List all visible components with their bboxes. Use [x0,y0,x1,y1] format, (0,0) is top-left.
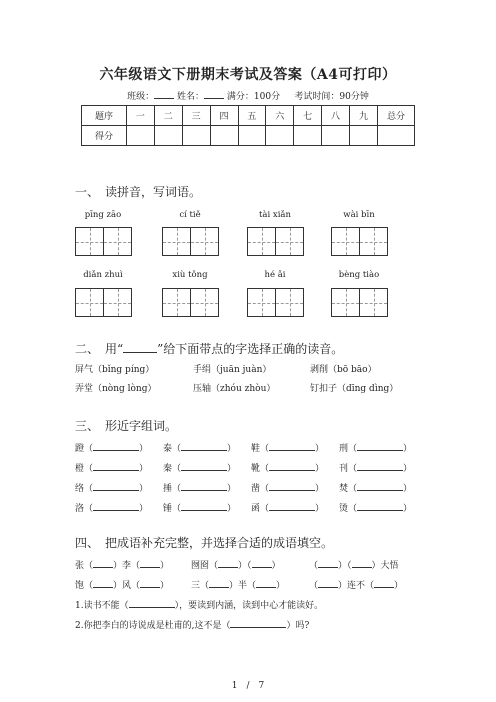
row-label: 得分 [82,126,127,146]
char-item[interactable]: 烫（ ） [339,501,412,514]
page-title: 六年级语文下册期末考试及答案（A4可打印） [99,67,397,83]
answer-blank[interactable] [230,618,286,628]
char-item[interactable]: 刑（ ） [339,441,412,454]
char-item[interactable]: 秦（ ） [163,461,236,474]
tian-grid[interactable] [331,288,388,317]
name-label: 姓名： [177,92,205,102]
idiom-item[interactable]: （ ）（ ）大悟 [309,558,399,571]
score-cell[interactable] [127,126,155,146]
header-cell: 三 [182,106,210,126]
char-item[interactable]: 靴（ ） [251,461,324,474]
score-cell[interactable] [154,126,182,146]
idiom-question-2[interactable] [75,618,309,631]
pinyin-label: bèng tiào [338,270,380,280]
char-item[interactable]: 橙（ ） [75,461,148,474]
pinyin-label: tài xiǎn [259,210,291,220]
pinyin-label: xiù tǒng [172,270,208,280]
tian-grid[interactable] [247,288,304,317]
answer-blank[interactable] [129,598,175,608]
tian-grid[interactable] [331,227,388,256]
idiom-item[interactable]: 三（ ）半（ ） [191,578,285,591]
reading-option[interactable]: 钉扣子（dīng dìng） [310,384,399,394]
section4-title: 四、 把成语补充完整，并选择合适的成语填空。 [75,536,334,550]
section3-title: 三、 形近字组词。 [75,419,178,433]
score-cell[interactable] [266,126,294,146]
score-cell[interactable] [238,126,266,146]
tian-grid[interactable] [162,288,219,317]
idiom-lines [75,558,415,598]
reading-option[interactable]: 压轴（zhóu zhòu） [193,384,276,394]
exam-time: 考试时间：90分钟 [294,92,369,102]
score-cell[interactable] [322,126,350,146]
idiom-item[interactable]: 囫囵（ ）（ ） [191,558,281,571]
class-label: 班级： [127,92,155,102]
header-cell: 五 [238,106,266,126]
tian-grid[interactable] [75,288,132,317]
header-cell: 题序 [82,106,127,126]
exam-info [0,89,496,102]
similar-char-grid [75,441,415,531]
char-item[interactable]: 凿（ ） [251,481,324,494]
score-table [81,105,415,146]
class-blank[interactable] [154,89,174,99]
header-cell: 二 [154,106,182,126]
pinyin-label: diǎn zhuì [83,270,123,280]
char-item[interactable]: 刊（ ） [339,461,412,474]
header-cell: 四 [210,106,238,126]
question-text: 2.你把李白的诗说成是杜甫的,这不是（ [75,621,231,631]
header-cell: 总分 [378,106,415,126]
score-cell[interactable] [378,126,415,146]
full-score: 满分：100分 [226,92,281,102]
underline-sample [123,343,157,353]
char-item[interactable]: 洛（ ） [75,501,148,514]
header-cell: 七 [294,106,322,126]
idiom-item[interactable]: （ ）连不（ ） [309,578,403,591]
header-cell: 一 [127,106,155,126]
score-cell[interactable] [182,126,210,146]
header-cell: 九 [350,106,378,126]
score-cell[interactable] [294,126,322,146]
score-cell[interactable] [350,126,378,146]
page-number: 1 / 7 [231,681,265,691]
pinyin-label: cí tiě [179,210,201,220]
char-item[interactable]: 蹬（ ） [75,441,148,454]
pinyin-label: pīng zāo [84,210,122,220]
char-item[interactable]: 函（ ） [251,501,324,514]
char-item[interactable]: 络（ ） [75,481,148,494]
section1-title: 一、 读拼音，写词语。 [75,185,202,199]
question-text: ），要读到内涵，读到中心才能读好。 [174,601,324,611]
reading-option[interactable]: 弄堂（nòng lòng） [75,384,157,394]
score-cell[interactable] [210,126,238,146]
idiom-question-1[interactable] [75,598,323,611]
tian-grid[interactable] [162,227,219,256]
idiom-item[interactable]: 张（ ）李（ ） [75,558,169,571]
header-cell: 六 [266,106,294,126]
section2-title-prefix: 二、 用“ [75,342,124,356]
pinyin-label: hé ǎi [264,270,286,280]
section2-title-suffix: ”给下面带点的字选择正确的读音。 [157,342,344,356]
section2-title [75,340,343,357]
tian-grid[interactable] [247,227,304,256]
char-item[interactable]: 焚（ ） [339,481,412,494]
tian-grid[interactable] [75,227,132,256]
char-item[interactable]: 捶（ ） [163,481,236,494]
question-text: ）吗? [286,621,310,631]
header-cell: 八 [322,106,350,126]
reading-option[interactable]: 屏气（bǐng píng） [75,365,155,375]
char-item[interactable]: 鞋（ ） [251,441,324,454]
char-item[interactable]: 泰（ ） [163,441,236,454]
char-item[interactable]: 锤（ ） [163,501,236,514]
score-table-header [82,106,415,126]
pinyin-label: wài bīn [343,210,375,220]
name-blank[interactable] [204,89,224,99]
reading-option[interactable]: 剥削（bō bāo） [310,365,377,375]
reading-option[interactable]: 手绢（juān juàn） [193,365,272,375]
question-text: 1.读书不能（ [75,601,129,611]
score-table-row [82,126,415,146]
idiom-item[interactable]: 饱（ ）风（ ） [75,578,169,591]
